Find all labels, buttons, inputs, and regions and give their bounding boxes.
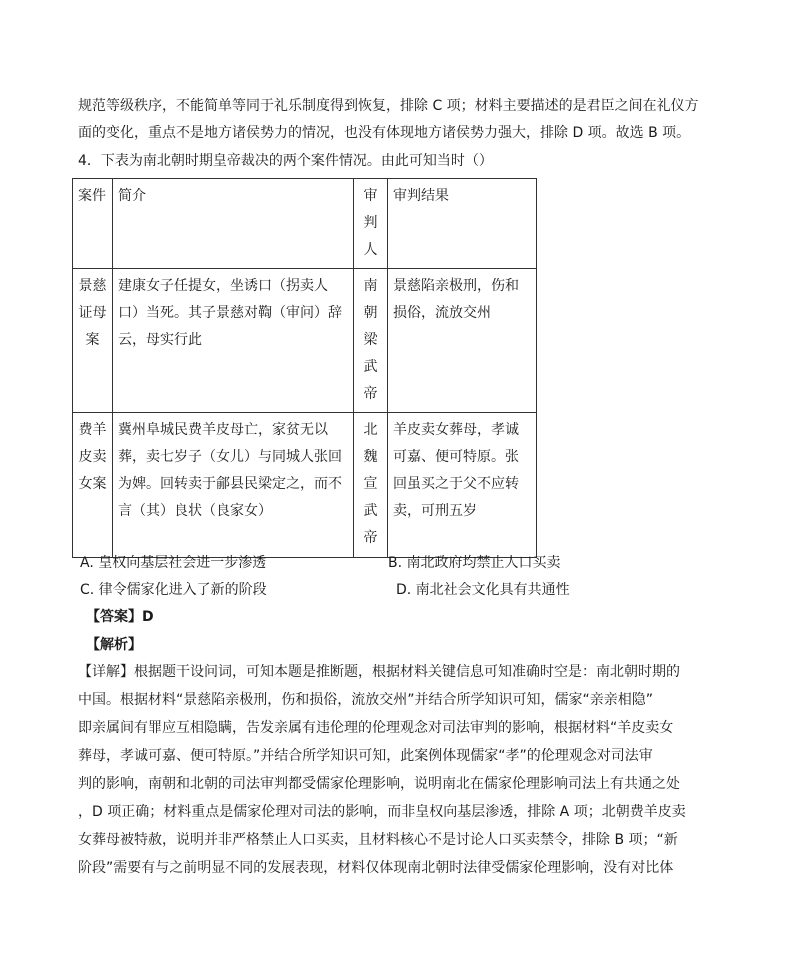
answer-label: 【答案】D: [86, 609, 154, 625]
detail-line: 中国。根据材料“景慈陷亲极刑，伤和损俗，流放交州”并结合所学知识可知，儒家“亲亲相隐”: [78, 692, 654, 708]
option-b: B. 南北政府均禁止人口买卖: [388, 555, 561, 571]
case-judge: 南朝梁武帝: [354, 269, 388, 413]
detail-line: 女葬母被特赦，说明并非严格禁止人口买卖，且材料核心不是讨论人口买卖禁令，排除 B 项；“新: [78, 832, 678, 848]
detail-line: 即亲属间有罪应互相隐瞒，告发亲属有违伦理的伦理观念对司法审判的影响，根据材料“羊皮卖女: [78, 720, 674, 736]
analysis-label: 【解析】: [86, 637, 142, 653]
detail-line: 葬母，孝诚可嘉、便可特原。”并结合所学知识可知，此案例体现儒家“孝”的伦理观念对司法审: [78, 748, 653, 764]
option-d: D. 南北社会文化具有共通性: [396, 582, 570, 598]
table-header-row: [73, 179, 537, 269]
detail-line: ，D 项正确；材料重点是儒家伦理对司法的影响，而非皇权向基层渗透，排除 A 项；北朝费羊皮卖: [78, 804, 686, 820]
header-case: 案件: [73, 179, 113, 269]
option-a: A. 皇权向基层社会进一步渗透: [80, 555, 267, 571]
case-name: 费羊皮卖女案: [73, 413, 113, 558]
intro-line-1: 规范等级秩序，不能简单等同于礼乐制度得到恢复，排除 C 项；材料主要描述的是君臣之间在礼仪方: [78, 98, 699, 114]
question-stem: 4．下表为南北朝时期皇帝裁决的两个案件情况。由此可知当时（）: [78, 153, 493, 169]
header-result: 审判结果: [388, 179, 537, 269]
table-row: [73, 413, 537, 558]
detail-line: 【详解】根据题干设问词，可知本题是推断题，根据材料关键信息可知准确时空是：南北朝时期的: [78, 664, 680, 680]
case-table: [72, 178, 537, 558]
case-brief: 冀州阜城民费羊皮母亡，家贫无以葬，卖七岁子（女儿）与同城人张回为婢。回转卖于鄃县民梁定之，而不言（其）良状（良家女）: [113, 413, 354, 558]
case-result: 景慈陷亲极刑，伤和损俗，流放交州: [388, 269, 537, 413]
case-name: 景慈证母案: [73, 269, 113, 413]
header-brief: 简介: [113, 179, 354, 269]
option-c: C. 律令儒家化进入了新的阶段: [80, 582, 267, 598]
case-brief: 建康女子任提女，坐诱口（拐卖人口）当死。其子景慈对鞫（审问）辞云，母实行此: [113, 269, 354, 413]
case-result: 羊皮卖女葬母，孝诚可嘉、便可特原。张回虽买之于父不应转卖，可刑五岁: [388, 413, 537, 558]
detail-paragraph: [78, 658, 688, 882]
case-judge: 北魏宣武帝: [354, 413, 388, 558]
detail-line: 判的影响，南朝和北朝的司法审判都受儒家伦理影响，说明南北在儒家伦理影响司法上有共通之处: [78, 776, 680, 792]
detail-line: 阶段”需要有与之前明显不同的发展表现，材料仅体现南北朝时法律受儒家伦理影响，没有对比体: [78, 860, 674, 876]
intro-line-2: 面的变化，重点不是地方诸侯势力的情况，也没有体现地方诸侯势力强大，排除 D 项。故选 B 项。: [78, 125, 691, 141]
header-judge: 审判人: [354, 179, 388, 269]
table-row: [73, 269, 537, 413]
